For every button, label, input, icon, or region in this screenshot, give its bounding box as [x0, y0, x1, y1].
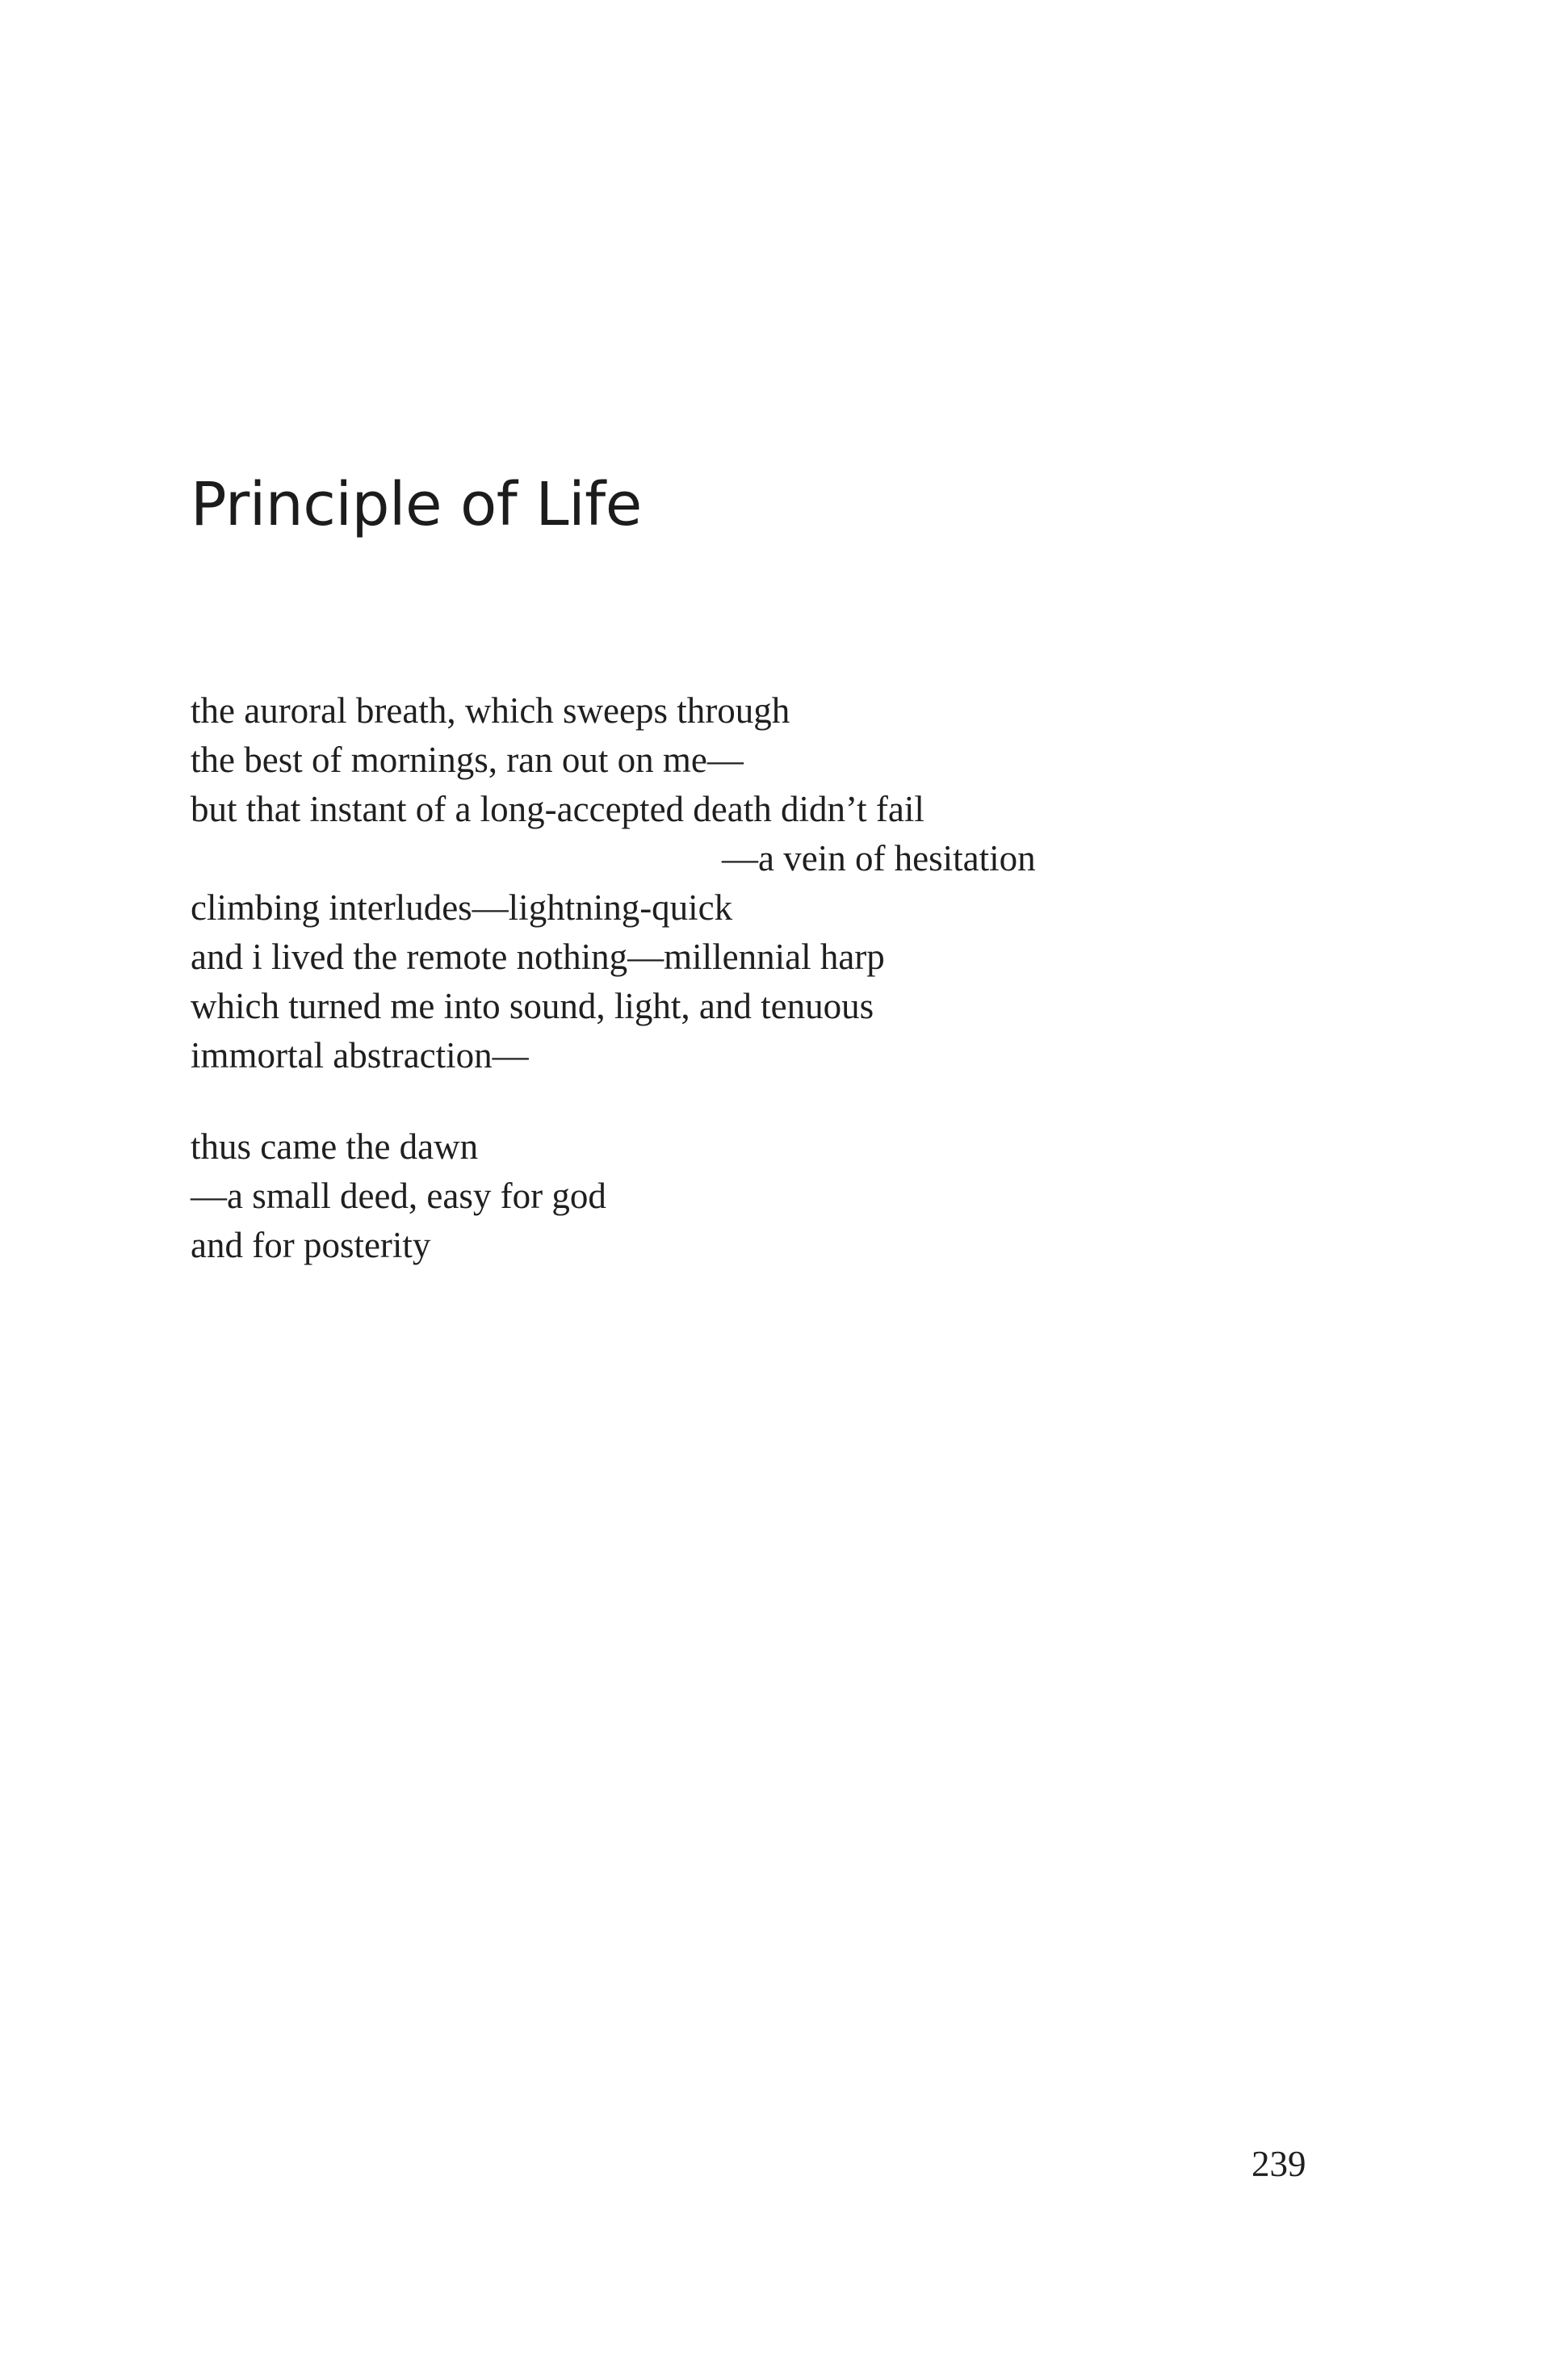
- poem-line: and i lived the remote nothing—millennial harp: [191, 937, 885, 977]
- poem-line: the best of mornings, ran out on me—: [191, 740, 744, 780]
- poem-line: the auroral breath, which sweeps through: [191, 690, 790, 731]
- poem-body: [191, 686, 1369, 1270]
- poem-title: Principle of Life: [191, 470, 642, 539]
- poem-line: —a small deed, easy for god: [191, 1176, 606, 1216]
- poem-line: which turned me into sound, light, and tenuous: [191, 986, 874, 1026]
- stanza-break: [191, 1080, 1369, 1122]
- poem-line: immortal abstraction—: [191, 1035, 529, 1076]
- poem-line: and for posterity: [191, 1225, 431, 1265]
- poem-line-indented: —a vein of hesitation: [722, 838, 1036, 878]
- stanza-2: [191, 1122, 1369, 1270]
- poem-line: but that instant of a long-accepted death didn’t fail: [191, 789, 924, 829]
- stanza-1: [191, 686, 1369, 1080]
- poem-line: climbing interludes—lightning-quick: [191, 887, 733, 928]
- poem-line: thus came the dawn: [191, 1126, 479, 1167]
- page-number: 239: [1251, 2144, 1306, 2184]
